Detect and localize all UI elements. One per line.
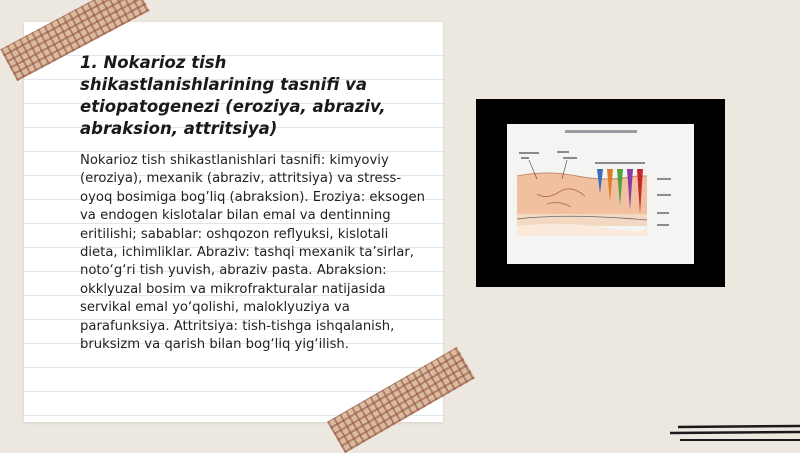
diagram-heading-mark (565, 130, 637, 133)
skin-layer-diagram-image (507, 124, 694, 264)
image-frame (476, 99, 725, 287)
diagram-label-mark (657, 212, 669, 214)
diagram-label-mark (519, 152, 539, 154)
diagram-label-mark (563, 157, 577, 159)
diagram-illustration (507, 124, 694, 264)
slide-body-text: Nokarioz tish shikastlanishlari tasnifi: kimyoviy (eroziya), mexanik (abraziv, attritsiya) va stress-oyoq bosimiga bog’liq (abraksion). Eroziya: eksogen va endogen kislotalar bilan emal va dentinning eritilishi; sabablar: oshqozon reflyuksi, kislotali dieta, ichimliklar. Abraziv: tashqi mexanik ta’sirlar, noto‘g‘ri tish yuvish, abraziv pasta. Abraksion: okklyuzal bosim va mikrofrakturalar natijasida servikal emal yo‘qolishi, maloklyuziya va parafunksiya. Attritsiya: tish-tishga ishqalanish, bruksizm va qarish bilan bog‘liq yig‘ilish. (80, 153, 425, 353)
diagram-label-mark (595, 162, 645, 164)
diagram-middle-layer (517, 214, 647, 226)
slide-title: 1. Nokarioz tish shikastlanishlarining tasnifi va etiopatogenezi (eroziya, abraziv, abraksion, attritsiya) (80, 53, 386, 138)
diagram-label-mark (521, 157, 529, 159)
diagram-label-mark (657, 224, 669, 226)
decorative-lines (670, 420, 800, 450)
diagram-label-mark (657, 194, 671, 196)
diagram-label-mark (657, 178, 671, 180)
diagram-label-mark (557, 151, 569, 153)
